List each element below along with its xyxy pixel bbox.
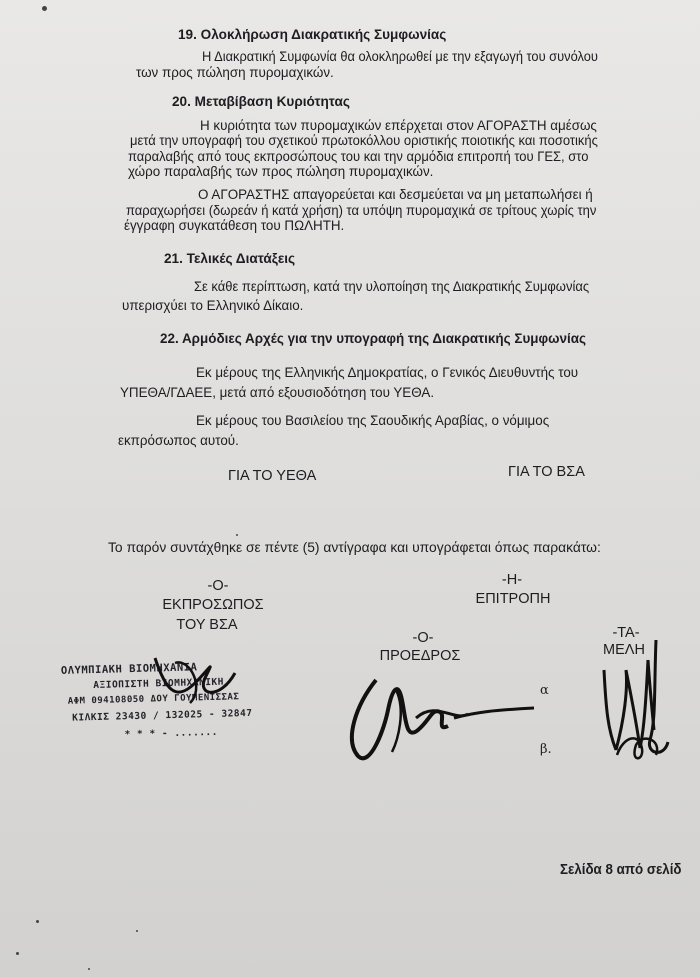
section-20-p2-line-1: Ο ΑΓΟΡΑΣΤΗΣ απαγορεύεται και δεσμεύεται να μη μεταπωλήσει ή (198, 187, 593, 202)
section-22-heading: 22. Αρμόδιες Αρχές για την υπογραφή της Διακρατικής Συμφωνίας (160, 331, 587, 346)
president-title: ΠΡΟΕΔΡΟΣ (379, 648, 461, 664)
section-21-line-1: Σε κάθε περίπτωση, κατά την υλοποίηση της Διακρατικής Συμφωνίας (194, 279, 590, 294)
section-20-p1-line-2: μετά την υπογραφή του σχετικού πρωτοκόλλου οριστικής ποιοτικής και ποσοτικής (130, 133, 598, 148)
president-article: -Ο- (412, 630, 434, 646)
section-21-heading: 21. Τελικές Διατάξεις (164, 251, 296, 266)
section-21-line-2: υπερισχύει το Ελληνικό Δίκαιο. (122, 298, 304, 313)
stamp-line-3: ΑΦΜ 094108050 ΔΟΥ ΓΟΥΜΕΝΙΣΣΑΣ (67, 692, 240, 707)
mark-a: α (540, 683, 549, 698)
section-22-p2-line-2: εκπρόσωπος αυτού. (118, 433, 239, 448)
scan-speck (36, 920, 39, 923)
scan-speck (236, 534, 238, 536)
representative-title: ΕΚΠΡΟΣΩΠΟΣ (162, 597, 264, 613)
section-22-p1-line-1: Εκ μέρους της Ελληνικής Δημοκρατίας, ο Γενικός Διευθυντής του (196, 365, 579, 380)
section-19-heading: 19. Ολοκλήρωση Διακρατικής Συμφωνίας (178, 27, 447, 42)
representative-org: ΤΟΥ ΒΣΑ (176, 617, 238, 633)
scan-speck (16, 952, 19, 955)
section-20-p1-line-4: χώρο παραλαβής των προς πώληση πυρομαχικών. (128, 164, 434, 179)
signatory-yetha: ΓΙΑ ΤΟ ΥΕΘΑ (228, 468, 317, 484)
members-article: -ΤΑ- (612, 625, 640, 641)
scan-speck (136, 930, 138, 932)
section-19-line-1: Η Διακρατική Συμφωνία θα ολοκληρωθεί με την εξαγωγή του συνόλου (202, 49, 598, 64)
committee-title: ΕΠΙΤΡΟΠΗ (475, 591, 551, 607)
section-19-line-2: των προς πώληση πυρομαχικών. (136, 65, 334, 80)
section-20-p1-line-3: παραλαβής από τους εκπροσώπους του και την αρμόδια επιτροπή του ΓΕΣ, στο (128, 149, 589, 164)
scan-speck (42, 6, 47, 11)
members-signature-b (612, 725, 672, 765)
representative-signature (135, 648, 245, 718)
members-title: ΜΕΛΗ (603, 642, 645, 658)
section-20-p2-line-3: έγγραφη συγκατάθεση του ΠΩΛΗΤΗ. (124, 218, 345, 233)
section-20-heading: 20. Μεταβίβαση Κυριότητας (172, 94, 350, 109)
stamp-line-5: * * * - ....... (124, 726, 219, 741)
scan-speck (88, 968, 90, 970)
copies-statement: Το παρόν συντάχθηκε σε πέντε (5) αντίγραφα και υπογράφεται όπως παρακάτω: (108, 540, 601, 556)
section-20-p2-line-2: παραχωρήσει (δωρεάν ή κατά χρήση) τα υπόψη πυρομαχικά σε τρίτους χωρίς την (126, 203, 597, 218)
section-22-p2-line-1: Εκ μέρους του Βασιλείου της Σαουδικής Αραβίας, ο νόμιμος (196, 413, 550, 428)
mark-b: β. (540, 742, 552, 757)
stamp-line-2: ΑΞΙΟΠΙΣΤΗ ΒΙΟΜΗΧΑΝΙΚΗ (93, 676, 225, 692)
section-20-p1-line-1: Η κυριότητα των πυρομαχικών επέρχεται στον ΑΓΟΡΑΣΤΗ αμέσως (200, 118, 597, 133)
committee-article: -Η- (501, 572, 523, 588)
section-22-p1-line-2: ΥΠΕΘΑ/ΓΔΑΕΕ, μετά από εξουσιοδότηση του ΥΕΘΑ. (120, 385, 435, 400)
stamp-line-4: ΚΙΛΚΙΣ 23430 / 132025 - 32847 (72, 707, 253, 724)
signatory-bsa: ΓΙΑ ΤΟ ΒΣΑ (508, 464, 585, 480)
president-signature (336, 660, 546, 770)
stamp-line-1: ΟΛΥΜΠΙΑΚΗ ΒΙΟΜΗΧΑΝΙΑ (60, 661, 198, 677)
representative-article: -Ο- (207, 578, 229, 594)
page-footer: Σελίδα 8 από σελίδ (560, 862, 682, 878)
